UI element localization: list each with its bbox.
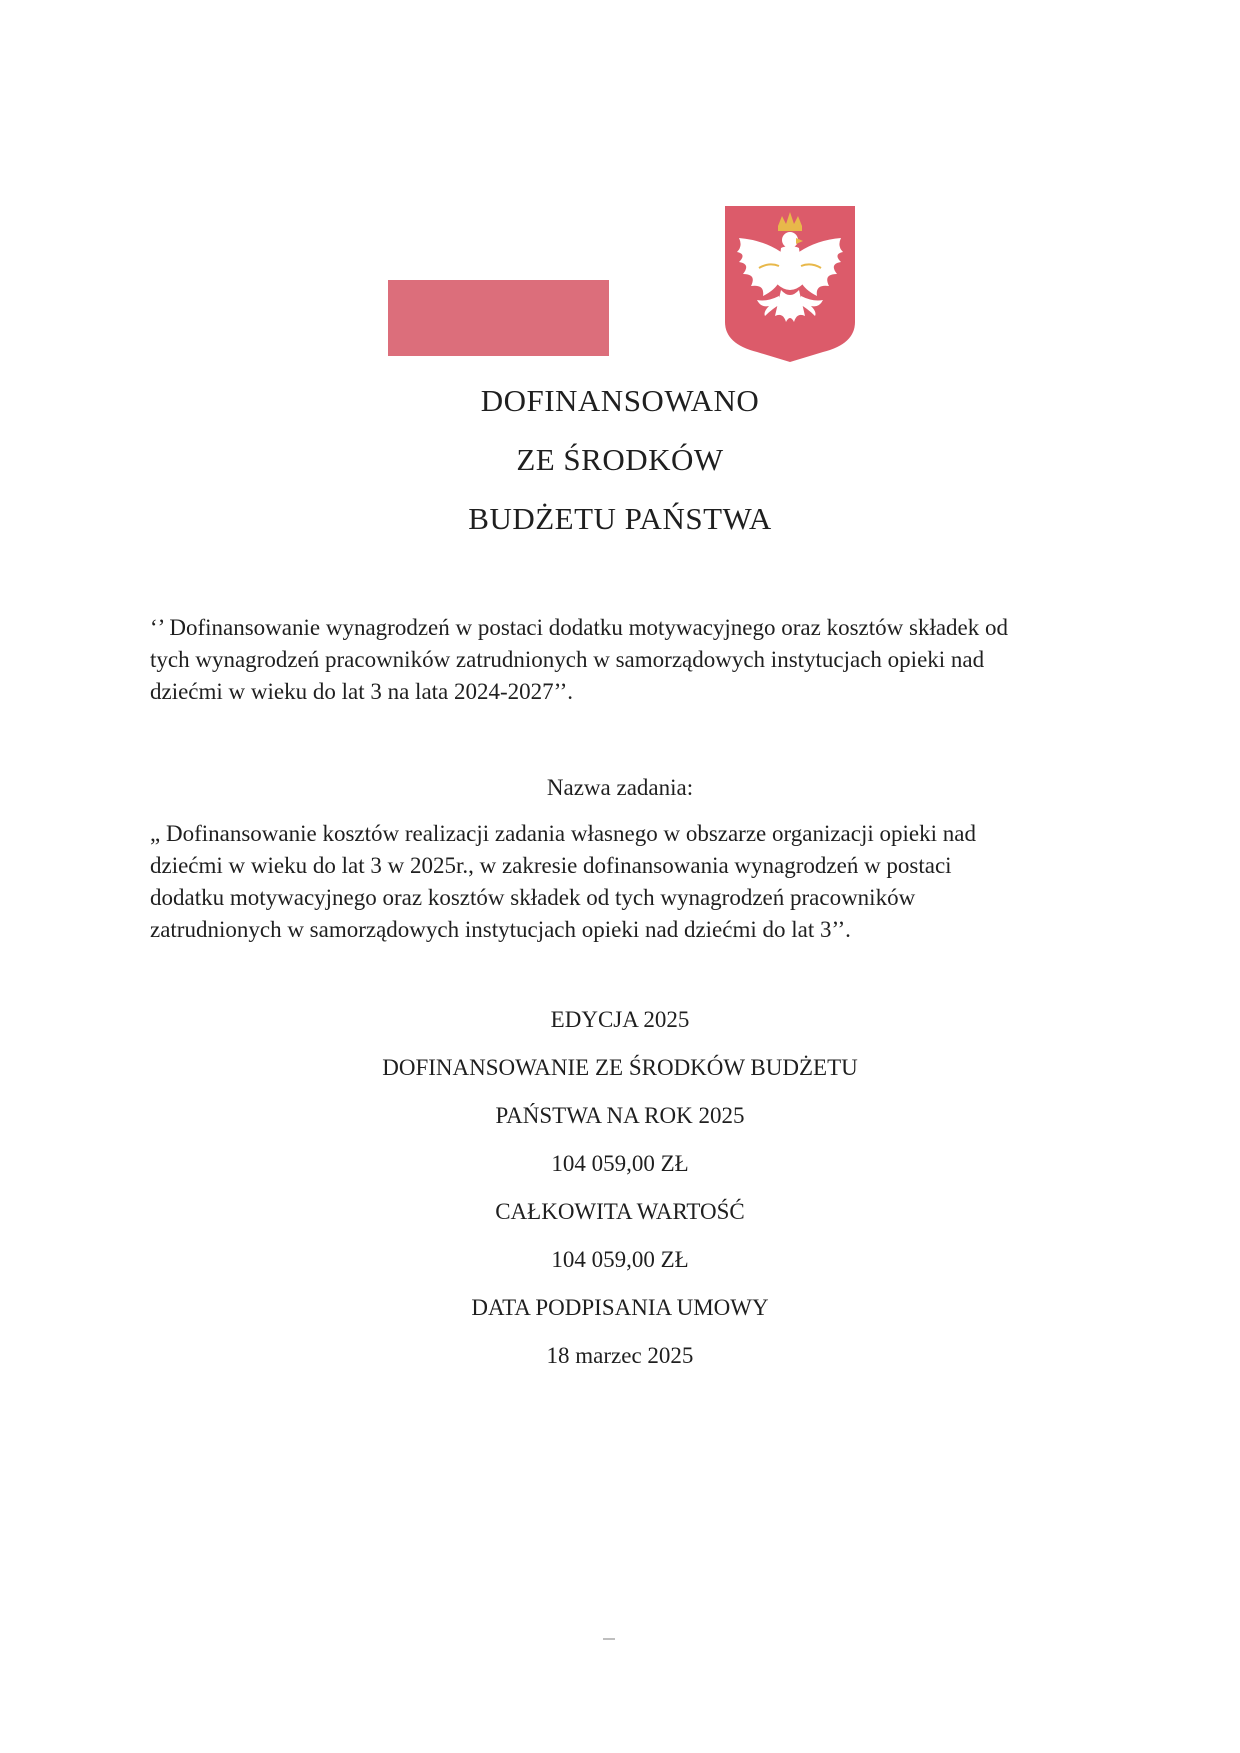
flag-white-stripe [388, 206, 609, 280]
polish-eagle-emblem-icon [723, 204, 857, 364]
signing-date: 18 marzec 2025 [546, 1343, 694, 1368]
program-line: ‘’ Dofinansowanie wynagrodzeń w postaci dodatku motywacyjnego oraz kosztów składek od [150, 615, 1008, 640]
task-description [150, 818, 1100, 946]
funding-label-line-2: PAŃSTWA NA ROK 2025 [495, 1103, 745, 1128]
funding-facts [0, 1004, 1240, 1388]
task-line: zatrudnionych w samorządowych instytucjach opieki nad dziećmi do lat 3’’. [150, 917, 851, 942]
headline-line-3: BUDŻETU PAŃSTWA [468, 501, 772, 536]
total-value-amount: 104 059,00 ZŁ [551, 1247, 689, 1272]
polish-flag-icon [388, 206, 609, 356]
program-description [150, 612, 1100, 708]
task-line: „ Dofinansowanie kosztów realizacji zadania własnego w obszarze organizacji opieki nad [150, 821, 976, 846]
task-line: dodatku motywacyjnego oraz kosztów składek od tych wynagrodzeń pracowników [150, 885, 916, 910]
funding-amount: 104 059,00 ZŁ [551, 1151, 689, 1176]
signing-date-label: DATA PODPISANIA UMOWY [471, 1295, 769, 1320]
program-line: dziećmi w wieku do lat 3 na lata 2024-2027’’. [150, 679, 574, 704]
headline-line-2: ZE ŚRODKÓW [516, 442, 724, 477]
total-value-label: CAŁKOWITA WARTOŚĆ [495, 1199, 745, 1224]
task-line: dziećmi w wieku do lat 3 w 2025r., w zakresie dofinansowania wynagrodzeń w postaci [150, 853, 952, 878]
headline-line-1: DOFINANSOWANO [480, 383, 760, 418]
edition-text: EDYCJA 2025 [550, 1007, 690, 1032]
program-line: tych wynagrodzeń pracowników zatrudnionych w samorządowych instytucjach opieki nad [150, 647, 985, 672]
task-label: Nazwa zadania: [546, 775, 694, 800]
scan-mark [603, 1638, 615, 1640]
funding-label-line-1: DOFINANSOWANIE ZE ŚRODKÓW BUDŻETU [382, 1055, 858, 1080]
flag-red-stripe [388, 280, 609, 356]
